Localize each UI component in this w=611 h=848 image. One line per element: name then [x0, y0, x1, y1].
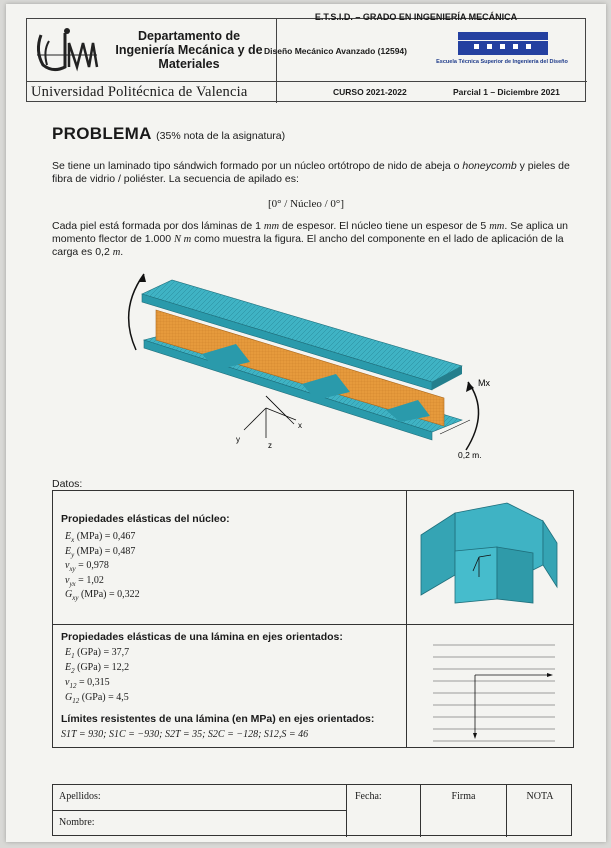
- surname-field[interactable]: [53, 785, 347, 811]
- property-unit: =: [75, 574, 87, 586]
- property-row: [65, 692, 129, 705]
- property-symbol: E: [65, 545, 72, 557]
- property-subscript: xy: [72, 594, 79, 602]
- property-symbol: E: [65, 662, 72, 673]
- property-row: [65, 589, 140, 602]
- width-label: 0,2 m.: [458, 450, 482, 460]
- property-row: [65, 575, 104, 588]
- p2-unit-nm: N m: [174, 234, 192, 245]
- problem-weight: (35% nota de la asignatura): [156, 130, 286, 142]
- property-unit: (GPa) =: [74, 662, 112, 673]
- property-subscript: y: [71, 550, 75, 559]
- p2-text-d: como muestra la figura. El ancho del componente en el lado de aplicación de la carga es 0,2: [52, 233, 564, 258]
- exam-date: Parcial 1 – Diciembre 2021: [453, 87, 560, 97]
- property-subscript: yx: [69, 579, 76, 588]
- core-properties-cell: [53, 491, 407, 625]
- p2-unit-mm-2: mm: [489, 221, 505, 232]
- data-label: Datos:: [52, 478, 83, 490]
- property-symbol: E: [65, 531, 72, 542]
- p2-unit-m: m: [112, 247, 121, 258]
- name-label: Nombre:: [59, 817, 95, 828]
- problem-paragraph-2: [52, 220, 582, 259]
- p1-honeycomb: honeycomb: [462, 160, 517, 172]
- problem-paragraph-1: [52, 160, 582, 186]
- property-row: [65, 662, 129, 675]
- header-left-cell: [27, 19, 277, 103]
- date-label: Fecha:: [355, 791, 382, 802]
- property-value: 0,487: [112, 545, 136, 557]
- grade-label: NOTA: [526, 791, 554, 802]
- property-unit: (MPa) =: [78, 589, 118, 600]
- property-symbol: ν: [65, 677, 70, 688]
- dept-line-2: Ingeniería Mecánica y de: [115, 43, 263, 57]
- property-row: [65, 531, 135, 544]
- axis-y-line: [244, 408, 266, 430]
- property-row: [65, 647, 129, 660]
- property-subscript: 1: [71, 652, 75, 660]
- property-symbol: ν: [65, 574, 70, 586]
- degree-title: E.T.S.I.D. – GRADO EN INGENIERÍA MECÁNICA: [314, 12, 518, 22]
- p2-text-a: Cada piel está formada por dos láminas de 1: [52, 220, 264, 232]
- property-value: 1,02: [86, 574, 104, 586]
- dept-line-3: Materiales: [158, 57, 220, 71]
- course-year: CURSO 2021-2022: [333, 87, 407, 97]
- p2-text-c: . Se aplica un momento flector de 1.000: [52, 220, 569, 245]
- p2-text-b: de espesor. El núcleo tiene un espesor de 5: [279, 220, 490, 232]
- exam-sheet: [6, 4, 606, 842]
- property-subscript: 2: [71, 667, 75, 675]
- lamina-diagram-icon: [407, 625, 573, 747]
- property-value: 37,7: [111, 647, 130, 658]
- university-name: Universidad Politécnica de Valencia: [31, 84, 248, 100]
- property-subscript: 12: [69, 682, 77, 690]
- grade-field: [507, 785, 573, 837]
- university-row: [27, 81, 276, 103]
- axis-y-label: y: [236, 435, 240, 444]
- property-value: 0,315: [87, 677, 110, 688]
- sandwich-beam-figure: [106, 270, 506, 470]
- property-value: 4,5: [116, 692, 129, 703]
- property-row: [65, 546, 135, 559]
- axis-x-label: x: [298, 421, 302, 430]
- property-unit: (GPa) =: [74, 647, 112, 658]
- subject-name: Diseño Mecánico Avanzado (12594): [264, 46, 407, 56]
- date-field[interactable]: [347, 785, 421, 837]
- property-unit: (GPa) =: [79, 692, 117, 703]
- property-unit: (MPa) =: [74, 545, 113, 557]
- property-unit: (MPa) =: [74, 531, 113, 542]
- property-value: 0,978: [86, 560, 109, 571]
- property-symbol: ν: [65, 560, 70, 571]
- lamina-properties-cell: [53, 625, 407, 747]
- dept-line-1: Departamento de: [137, 29, 241, 43]
- moment-arrow-right: [466, 382, 479, 450]
- axis-z-label: z: [268, 441, 272, 450]
- property-symbol: G: [65, 589, 73, 600]
- strength-limits: S1T = 930; S1C = −930; S2T = 35; S2C = −128; S12,S = 46: [61, 729, 309, 740]
- stacking-sequence: [0° / Núcleo / 0°]: [267, 198, 344, 210]
- p1-text-a: Se tiene un laminado tipo sándwich formado por un núcleo ortótropo de nido de abeja o: [52, 160, 463, 172]
- department-name: [103, 29, 275, 71]
- property-value: 0,467: [112, 531, 136, 542]
- axis-x-line: [266, 408, 296, 420]
- limits-title: Límites resistentes de una lámina (en MPa) en ejes orientados:: [61, 713, 375, 725]
- property-value: 12,2: [111, 662, 130, 673]
- p2-text-e: .: [120, 246, 124, 258]
- p2-unit-mm-1: mm: [263, 221, 280, 232]
- etsid-logo-icon: [458, 32, 548, 56]
- property-subscript: x: [71, 536, 75, 544]
- dimm-logo-icon: [33, 25, 99, 77]
- property-row: [65, 560, 109, 573]
- lamina-title: Propiedades elásticas de una lámina en ejes orientados:: [61, 631, 343, 643]
- property-subscript: 12: [72, 697, 80, 705]
- moment-label: Mx: [478, 378, 490, 388]
- property-subscript: xy: [69, 565, 76, 573]
- property-symbol: E: [65, 647, 72, 658]
- name-field[interactable]: [53, 811, 347, 837]
- surname-label: Apellidos:: [59, 791, 101, 802]
- property-row: [65, 677, 110, 690]
- property-unit: =: [76, 677, 88, 688]
- problem-title: [52, 124, 285, 144]
- data-table: [52, 490, 574, 748]
- honeycomb-cell-figure: [407, 491, 573, 625]
- school-name: Escuela Técnica Superior de Ingeniería del Diseño: [436, 59, 568, 65]
- course-row: [277, 81, 587, 103]
- p1-text-b: y pieles de fibra de vidrio / poliéster. La secuencia de apilado es:: [52, 160, 570, 185]
- signature-field[interactable]: [421, 785, 507, 837]
- core-title: Propiedades elásticas del núcleo:: [61, 513, 230, 525]
- problem-heading: PROBLEMA: [52, 124, 152, 143]
- property-unit: =: [75, 560, 87, 571]
- moment-arrow-left: [129, 274, 144, 350]
- student-info-table: [52, 784, 572, 836]
- signature-label: Firma: [451, 791, 476, 802]
- lamina-figure: [407, 625, 573, 747]
- property-symbol: G: [65, 692, 73, 703]
- property-value: 0,322: [117, 589, 140, 600]
- honeycomb-cell-icon: [407, 491, 573, 625]
